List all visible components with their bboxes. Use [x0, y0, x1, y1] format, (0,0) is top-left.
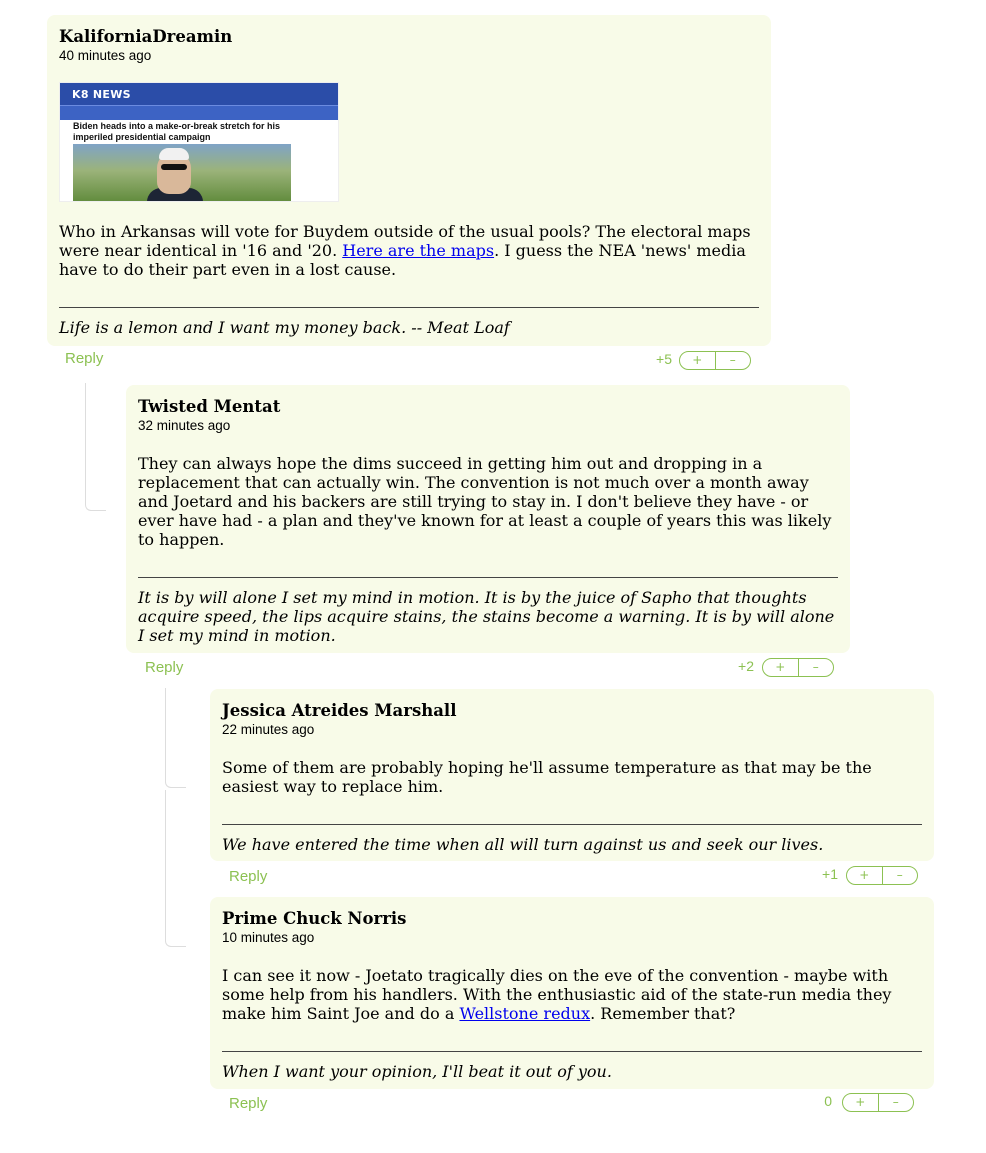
- comment-signature: We have entered the time when all will turn against us and seek our lives.: [222, 835, 824, 854]
- downvote-button[interactable]: –: [798, 659, 834, 676]
- comment-body: Who in Arkansas will vote for Buydem outside of the usual pools? The electoral maps were near identical in '16 and '20. Here are the maps. I guess the NEA 'news' media have to do their part even in a lost cause.: [59, 222, 751, 279]
- comment: [126, 385, 850, 653]
- vote-buttons: [762, 658, 834, 677]
- signature-divider: [138, 577, 838, 578]
- comment-body: Some of them are probably hoping he'll assume temperature as that may be the easiest way to replace him.: [222, 758, 872, 796]
- signature-divider: [222, 824, 922, 825]
- downvote-button[interactable]: –: [715, 352, 751, 369]
- comment-timestamp[interactable]: 22 minutes ago: [222, 722, 315, 737]
- vote-buttons: [842, 1093, 914, 1112]
- comment-body: They can always hope the dims succeed in getting him out and dropping in a replacement that can actually win. The convention is not much over a month away and Joetard and his backers are still trying to stay in. I don't believe they have - or ever have had - a plan and they've known for at least a couple of years this was likely to happen.: [138, 454, 832, 549]
- upvote-button[interactable]: +: [855, 1095, 866, 1109]
- maps-link[interactable]: Here are the maps: [342, 241, 495, 260]
- comment-timestamp[interactable]: 10 minutes ago: [222, 930, 315, 945]
- comment-author[interactable]: KaliforniaDreamin: [59, 27, 233, 46]
- reply-button[interactable]: Reply: [229, 1095, 268, 1112]
- thread-line: [165, 790, 166, 860]
- thread-line: [165, 688, 186, 788]
- vote-score: +2: [738, 658, 754, 674]
- upvote-button[interactable]: +: [775, 660, 786, 674]
- comment-author[interactable]: Twisted Mentat: [138, 397, 281, 416]
- reply-button[interactable]: Reply: [229, 868, 268, 885]
- comment-author[interactable]: Prime Chuck Norris: [222, 909, 407, 928]
- thread-line: [85, 383, 106, 511]
- vote-score: +5: [656, 351, 672, 367]
- comment-author[interactable]: Jessica Atreides Marshall: [222, 701, 457, 720]
- reply-button[interactable]: Reply: [65, 350, 104, 367]
- upvote-button[interactable]: +: [692, 353, 703, 367]
- signature-divider: [59, 307, 759, 308]
- news-photo: [73, 144, 291, 202]
- upvote-button[interactable]: +: [859, 868, 870, 882]
- downvote-button[interactable]: –: [882, 867, 918, 884]
- news-headline: Biden heads into a make-or-break stretch for his imperiled presidential campaign: [73, 121, 281, 142]
- vote-buttons: [679, 351, 751, 370]
- vote-score: 0: [824, 1093, 832, 1109]
- signature-divider: [222, 1051, 922, 1052]
- comment-timestamp[interactable]: 40 minutes ago: [59, 48, 152, 63]
- comment: [210, 689, 934, 861]
- comment-timestamp[interactable]: 32 minutes ago: [138, 418, 231, 433]
- comment-signature: Life is a lemon and I want my money back. -- Meat Loaf: [59, 318, 510, 337]
- news-screenshot-image[interactable]: [59, 82, 339, 202]
- vote-buttons: [846, 866, 918, 885]
- comment-signature: It is by will alone I set my mind in motion. It is by the juice of Sapho that thoughts acquire speed, the lips acquire stains, the stains become a warning. It is by will alone I set my mind in motion.: [138, 588, 835, 645]
- comment: [47, 15, 771, 346]
- vote-score: +1: [822, 866, 838, 882]
- reply-button[interactable]: Reply: [145, 659, 184, 676]
- downvote-button[interactable]: –: [878, 1094, 914, 1111]
- comment-body: I can see it now - Joetato tragically dies on the eve of the convention - maybe with some help from his handlers. With the enthusiastic aid of the state-run media they make him Saint Joe and do a Wellstone redux. Remember that?: [222, 966, 892, 1023]
- news-logo: K8 NEWS: [72, 88, 131, 101]
- comment-signature: When I want your opinion, I'll beat it out of you.: [222, 1062, 612, 1081]
- comment: [210, 897, 934, 1089]
- wellstone-link[interactable]: Wellstone redux: [459, 1004, 591, 1023]
- thread-line: [165, 858, 186, 947]
